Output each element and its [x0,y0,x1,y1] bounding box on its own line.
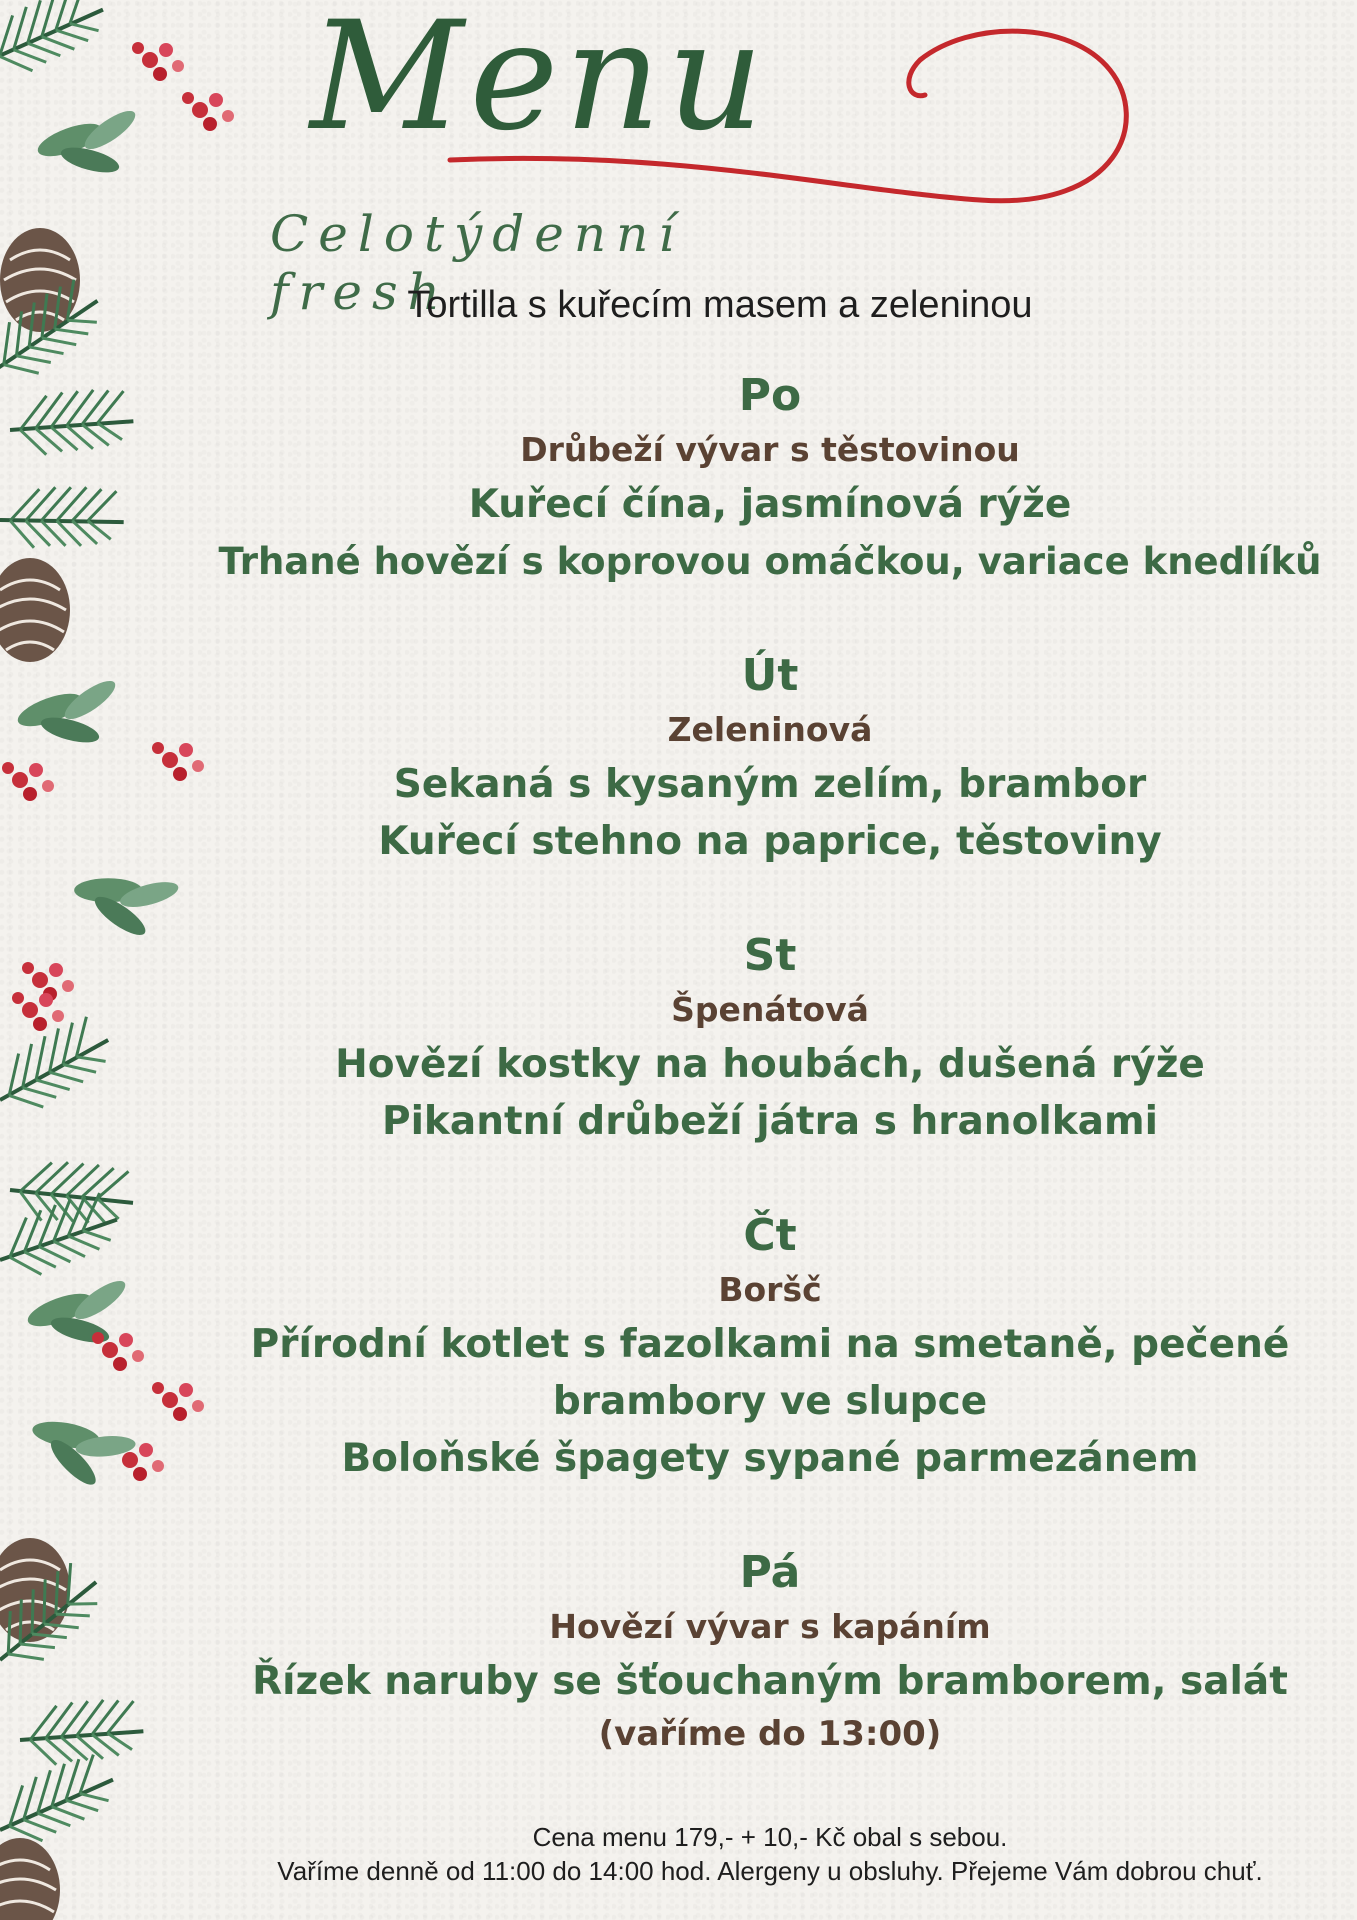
day-name: Út [741,650,799,701]
main-dish: Trhané hovězí s koprovou omáčkou, variace knedlíků [218,540,1322,583]
daily-menu [200,368,1340,1758]
day-friday [200,1545,1340,1758]
day-name: St [743,930,797,981]
day-name: Čt [743,1210,797,1261]
main-dish: Pikantní drůbeží játra s hranolkami [381,1099,1158,1144]
day-thursday [200,1208,1340,1487]
main-dish: Sekaná s kysaným zelím, brambor [393,762,1147,807]
soup: Zeleninová [667,710,873,749]
main-dish: Boloňské špagety sypané parmezánem [341,1436,1199,1481]
menu-title: Menu [310,0,770,164]
day-name: Po [738,370,802,421]
soup: Hovězí vývar s kapáním [549,1607,991,1646]
soup: Boršč [718,1270,822,1309]
menu-subtitle: Celotýdenní fresh [270,205,685,321]
day-monday [200,368,1340,590]
soup: Špenátová [671,990,869,1029]
main-dish: Kuřecí stehno na paprice, těstoviny [378,819,1162,864]
day-tuesday [200,648,1340,870]
main-dish: Kuřecí čína, jasmínová rýže [468,482,1072,527]
weekly-dish: Tortilla s kuřecím masem a zeleninou [407,284,1033,326]
cooking-time-note: (vaříme do 13:00) [598,1714,942,1754]
price-info: Cena menu 179,- + 10,- Kč obal s sebou. [532,1822,1008,1852]
soup: Drůbeží vývar s těstovinou [520,430,1020,469]
day-name: Pá [739,1547,801,1598]
title-block [280,0,1160,220]
footer [190,1820,1350,1888]
main-dish: Řízek naruby se šťouchaným bramborem, salát [252,1659,1288,1704]
main-dish: brambory ve slupce [552,1379,988,1424]
main-dish: Přírodní kotlet s fazolkami na smetaně, pečené [250,1322,1290,1367]
day-wednesday [200,928,1340,1150]
main-dish: Hovězí kostky na houbách, dušená rýže [335,1042,1205,1087]
opening-info: Vaříme denně od 11:00 do 14:00 hod. Alergeny u obsluhy. Přejeme Vám dobrou chuť. [277,1856,1263,1886]
